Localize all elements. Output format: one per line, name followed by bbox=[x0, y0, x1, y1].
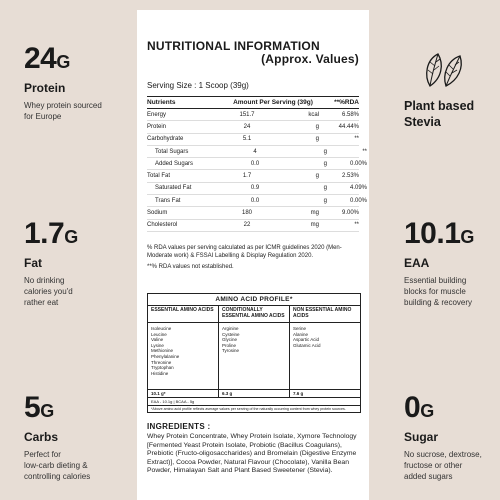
protein-value: 24 bbox=[24, 42, 57, 75]
fat-label: Fat bbox=[24, 256, 42, 270]
amino-total: 10.1 g* bbox=[148, 389, 218, 397]
amino-acid-item: Threonine bbox=[151, 359, 172, 365]
nutrient-name: Total Sugars bbox=[155, 148, 189, 155]
sugar-value: 0 bbox=[404, 391, 421, 424]
amino-column bbox=[290, 306, 360, 397]
amino-acid-item: Arginine bbox=[222, 326, 239, 331]
amino-acid-item: Aspartic Acid bbox=[293, 337, 320, 343]
carbs-desc-line: Perfect for bbox=[24, 450, 61, 459]
amino-acid-item: Methionine bbox=[151, 348, 174, 354]
nutrition-row bbox=[147, 183, 367, 195]
amino-title: AMINO ACID PROFILE* bbox=[148, 294, 360, 306]
nutrient-qty: 0.0 bbox=[250, 197, 260, 204]
amino-column bbox=[219, 306, 290, 397]
nutrient-name: Trans Fat bbox=[155, 197, 181, 204]
carbs-label: Carbs bbox=[24, 430, 59, 444]
fat-desc-line: calories you'd bbox=[24, 287, 73, 296]
sugar-label: Sugar bbox=[404, 430, 439, 444]
feature-label bbox=[404, 98, 474, 130]
amino-acid-item: Tryptophan bbox=[151, 365, 174, 371]
amino-acid-item: Serine bbox=[293, 326, 307, 331]
nutrient-unit: g bbox=[315, 123, 319, 130]
nutrition-rows bbox=[147, 109, 367, 232]
rda-notes bbox=[147, 244, 359, 274]
nutrient-rda: ** bbox=[354, 222, 359, 229]
eaa-value: 10.1 bbox=[404, 217, 461, 250]
carbs-value: 5 bbox=[24, 391, 41, 424]
nutrient-qty: 0.0 bbox=[250, 160, 260, 167]
nutrient-name: Protein bbox=[147, 123, 167, 130]
sugar-desc-line: fructose or other bbox=[404, 461, 463, 470]
nutrient-rda: 0.00% bbox=[349, 160, 367, 167]
nutrient-unit: g bbox=[315, 136, 319, 143]
nutrient-rda: ** bbox=[362, 148, 367, 155]
nutrition-row bbox=[147, 109, 359, 121]
leaves-icon bbox=[420, 50, 466, 90]
amino-column bbox=[148, 306, 219, 397]
sugar-desc-line: No sucrose, dextrose, bbox=[404, 450, 482, 459]
nutrient-qty: 24 bbox=[243, 123, 251, 130]
feature-label-line: Plant based bbox=[404, 99, 475, 113]
amino-acid-item: Isoleucine bbox=[151, 326, 172, 331]
nutrient-name: Total Fat bbox=[147, 173, 171, 180]
nutrient-name: Added Sugars bbox=[155, 160, 194, 167]
eaa-label: EAA bbox=[404, 256, 430, 270]
amino-footer: EAA - 10.1g | BCAA - 5g bbox=[148, 397, 360, 405]
nutrient-unit: g bbox=[323, 185, 327, 192]
amino-acid-item: Tyrosine bbox=[222, 348, 240, 354]
eaa-desc-line: blocks for muscle bbox=[404, 287, 466, 296]
header-amount: Amount Per Serving (39g) bbox=[233, 99, 313, 106]
nutrient-qty: 0.9 bbox=[250, 185, 260, 192]
nutrient-qty: 151.7 bbox=[239, 111, 255, 118]
nutrition-table bbox=[147, 96, 367, 232]
panel-title bbox=[147, 40, 359, 66]
nutrient-name: Carbohydrate bbox=[147, 136, 184, 143]
nutrient-rda: 6.58% bbox=[341, 111, 359, 118]
nutrient-name: Cholesterol bbox=[147, 222, 178, 229]
protein-unit: G bbox=[56, 52, 70, 72]
amino-list bbox=[148, 323, 218, 389]
amino-acid-item: Glycine bbox=[222, 337, 238, 343]
amino-acid-item: Phenylalanine bbox=[151, 353, 180, 359]
amino-column-header: CONDITIONALLY ESSENTIAL AMINO ACIDS bbox=[219, 306, 289, 323]
nutrient-name: Saturated Fat bbox=[155, 185, 192, 192]
amino-footnote: *Above amino acid profile reflects average values per serving of the naturally occurring content from whey protein sources. bbox=[148, 405, 360, 412]
ingredients-text: Whey Protein Concentrate, Whey Protein Isolate, Xymore Technology [Fermented Yeast Protein Isolate, Probiotic (Bacillus Coagulans), Prebiotic (Fructo-oligosaccharides) and Bromelain (Digestive Enzyme Extract)], Cocoa Powder, Natural Flavour (Chocolate), Vanilla Bean Powder, Himalayan Salt and Plant Based Sweetener (Stevia). bbox=[147, 433, 357, 475]
amino-acid-item: Valine bbox=[151, 337, 164, 343]
sugar-desc-line: added sugars bbox=[404, 472, 453, 481]
carbs-stat bbox=[24, 393, 90, 482]
amino-total: 6.3 g bbox=[219, 389, 289, 397]
panel-subtitle: (Approx. Values) bbox=[261, 52, 359, 66]
nutrient-unit: g bbox=[323, 148, 327, 155]
nutrient-qty: 4 bbox=[253, 148, 257, 155]
serving-size: Serving Size : 1 Scoop (39g) bbox=[147, 81, 249, 90]
eaa-desc-line: building & recovery bbox=[404, 298, 473, 307]
nutrient-qty: 22 bbox=[243, 222, 251, 229]
nutrition-row bbox=[147, 158, 367, 170]
sugar-stat bbox=[404, 393, 482, 482]
nutrition-row bbox=[147, 121, 359, 133]
nutrient-unit: g bbox=[315, 173, 319, 180]
rda-note: % RDA values per serving calculated as per ICMR guidelines 2020 (Men-Moderate work) & FSSAI Labelling & Display Regulation 2020. bbox=[147, 245, 342, 259]
amino-acid-item: Alanine bbox=[293, 331, 309, 337]
amino-acid-item: Glutamic Acid bbox=[293, 342, 321, 348]
amino-acid-profile bbox=[147, 293, 361, 413]
eaa-unit: G bbox=[460, 227, 474, 247]
nutrient-qty: 1.7 bbox=[242, 173, 252, 180]
nutrient-rda: 9.00% bbox=[341, 210, 359, 217]
nutrition-row bbox=[147, 170, 359, 182]
amino-list bbox=[219, 323, 289, 389]
amino-columns bbox=[148, 306, 360, 397]
nutrition-row bbox=[147, 195, 367, 207]
fat-unit: G bbox=[64, 227, 78, 247]
nutrient-rda: 0.00% bbox=[349, 197, 367, 204]
nutrition-row bbox=[147, 146, 367, 158]
nutrition-row bbox=[147, 134, 359, 146]
nutrient-name: Energy bbox=[147, 111, 167, 118]
amino-column-header: NON ESSENTIAL AMINO ACIDS bbox=[290, 306, 360, 323]
eaa-desc-line: Essential building bbox=[404, 276, 467, 285]
nutrient-unit: g bbox=[323, 197, 327, 204]
sugar-unit: G bbox=[420, 401, 434, 421]
nutrient-unit: mg bbox=[310, 222, 319, 229]
fat-desc-line: No drinking bbox=[24, 276, 65, 285]
ingredients bbox=[147, 422, 359, 476]
header-nutrients: Nutrients bbox=[147, 99, 176, 106]
amino-acid-item: Lysine bbox=[151, 342, 164, 348]
nutrient-rda: 4.09% bbox=[349, 185, 367, 192]
amino-list bbox=[290, 323, 360, 389]
ingredients-title: INGREDIENTS : bbox=[147, 422, 211, 431]
protein-label: Protein bbox=[24, 81, 66, 95]
protein-stat bbox=[24, 44, 102, 122]
amino-acid-item: Leucine bbox=[151, 331, 167, 337]
rda-note: **% RDA values not established. bbox=[147, 264, 234, 270]
carbs-unit: G bbox=[40, 401, 54, 421]
panel-title-text: NUTRITIONAL INFORMATION bbox=[147, 39, 320, 53]
nutrition-panel bbox=[137, 10, 369, 500]
carbs-desc-line: controlling calories bbox=[24, 472, 91, 481]
feature-label-line: Stevia bbox=[404, 115, 441, 129]
nutrient-rda: ** bbox=[354, 136, 359, 143]
carbs-desc-line: low-carb dieting & bbox=[24, 461, 88, 470]
amino-acid-item: Proline bbox=[222, 342, 237, 348]
amino-acid-item: Cysteine bbox=[222, 331, 240, 337]
amino-acid-item: Histidine bbox=[151, 370, 169, 376]
fat-stat bbox=[24, 219, 78, 308]
nutrition-table-header bbox=[147, 96, 359, 109]
nutrition-row bbox=[147, 207, 359, 219]
nutrient-name: Sodium bbox=[147, 210, 168, 217]
fat-desc-line: rather eat bbox=[24, 298, 59, 307]
fat-value: 1.7 bbox=[24, 217, 65, 250]
nutrient-unit: g bbox=[323, 160, 327, 167]
header-rda: **%RDA bbox=[334, 99, 359, 106]
amino-total: 7.6 g bbox=[290, 389, 360, 397]
nutrient-rda: 44.44% bbox=[338, 123, 359, 130]
nutrient-qty: 180 bbox=[241, 210, 252, 217]
protein-desc-line: for Europe bbox=[24, 112, 62, 121]
eaa-stat bbox=[404, 219, 474, 308]
amino-column-header: ESSENTIAL AMINO ACIDS bbox=[148, 306, 218, 323]
nutrient-unit: kcal bbox=[308, 111, 319, 118]
nutrient-unit: mg bbox=[310, 210, 319, 217]
nutrition-row bbox=[147, 220, 359, 232]
nutrient-qty: 5.1 bbox=[242, 136, 252, 143]
protein-desc-line: Whey protein sourced bbox=[24, 101, 102, 110]
nutrient-rda: 2.53% bbox=[341, 173, 359, 180]
